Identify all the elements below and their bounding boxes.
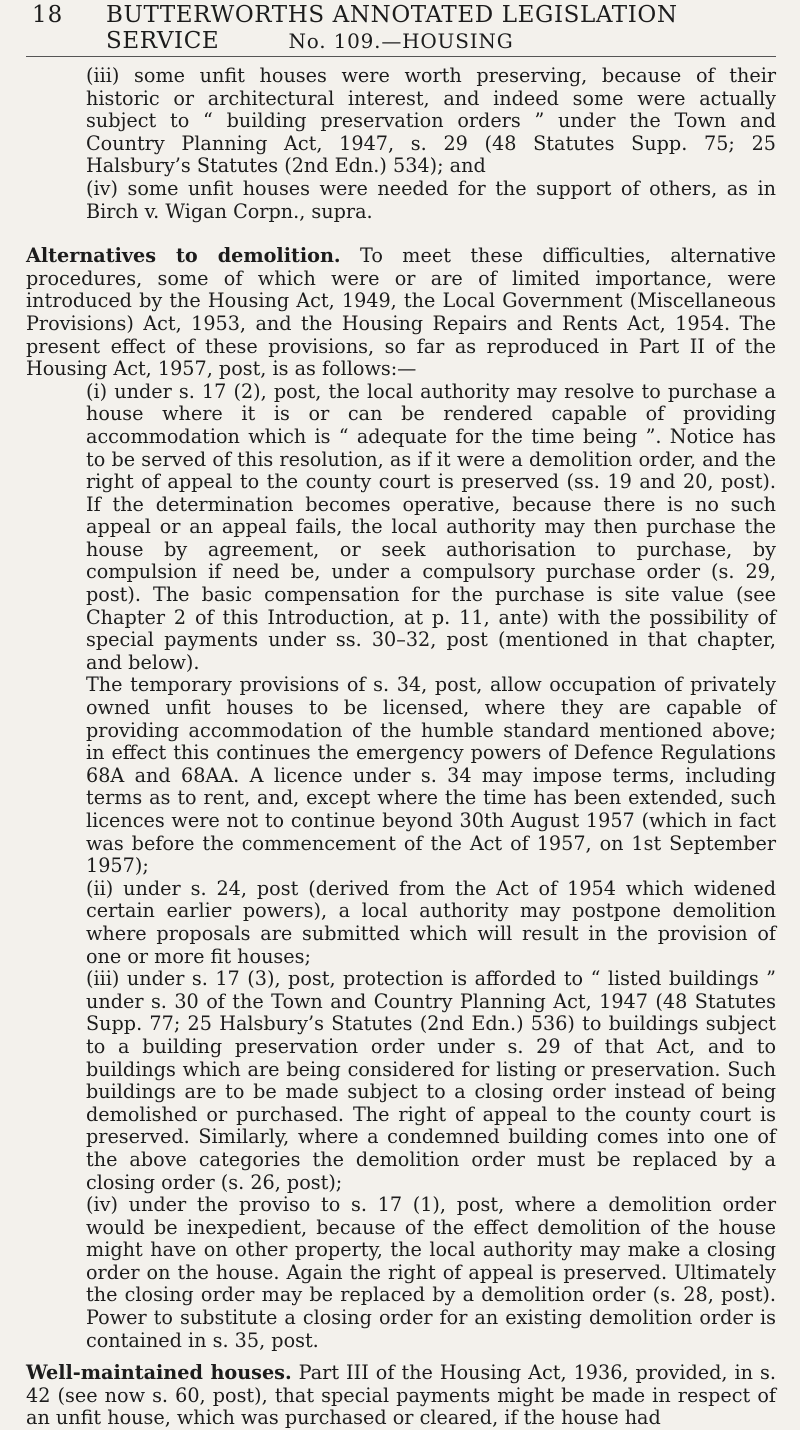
section-well-maintained: [26, 1362, 776, 1430]
section-alternatives: [26, 245, 776, 381]
volume-title: No. 109.—HOUSING: [288, 29, 514, 53]
paragraph-text: To meet these difficulties, alternative procedures, some of which were or are of limited importance, were introduced by the Housing Act, 1949, the Local Government (Miscellaneous Provisions) Act, 1953, and the Housing Repairs and Rents Act, 1954. The present effect of these provisions, so far as reproduced in Part II of the Housing Act, 1957, post, is as follows:—: [26, 244, 776, 381]
section-heading: Alternatives to demolition.: [26, 244, 341, 268]
paragraph-text: Part III of the Housing Act, 1936, provided, in s. 42 (see now s. 60, post), that special payments might be made in respect of an unfit house, which was purchased or cleared, if the house had: [26, 1361, 776, 1430]
list-item: (i) under s. 17 (2), post, the local authority may resolve to purchase a house where it is or can be rendered capable of providing accommodation which is “ adequate for the time being ”. Notice has to be served of this resolution, as if it were a demolition order, and the right of appeal to the county court is preserved (ss. 19 and 20, post). If the determination becomes operative, because there is no such appeal or an appeal fails, the local authority may then purchase the house by agreement, or seek authorisation to purchase, by compulsion if need be, under a compulsory purchase order (s. 29, post). The basic compensation for the purchase is site value (see Chapter 2 of this Introduction, at p. 11, ante) with the possibility of special payments under ss. 30–32, post (mentioned in that chapter, and below).: [86, 379, 776, 674]
list-item: (iv) under the proviso to s. 17 (1), post, where a demolition order would be inexpedient, because of the effect demolition of the house might have on other property, the local authority may make a closing order on the house. Again the right of appeal is preserved. Ultimately the closing order may be replaced by a demolition order (s. 28, post). Power to substitute a closing order for an existing demolition order is contained in s. 35, post.: [86, 1193, 776, 1352]
list-item: (ii) under s. 24, post (derived from the Act of 1954 which widened certain earlier powers), a local authority may postpone demolition where proposals are submitted which will result in the provision of one or more fit houses;: [86, 876, 776, 968]
series-title: BUTTERWORTHS ANNOTATED LEGISLATION SERVICE: [106, 2, 678, 54]
body-text: [26, 65, 776, 1430]
running-header: [26, 2, 776, 56]
list-item: (iii) some unfit houses were worth preserving, because of their historic or architectural interest, and indeed some were actually subject to “ building preservation orders ” under the Town and Country Planning Act, 1947, s. 29 (48 Statutes Supp. 75; 25 Halsbury’s Statutes (2nd Edn.) 534); and: [86, 64, 776, 178]
list-item: (iv) some unfit houses were needed for the support of others, as in Birch v. Wigan Corpn., supra.: [86, 176, 776, 223]
header-rule: [26, 56, 776, 57]
paragraph: The temporary provisions of s. 34, post, allow occupation of privately owned unfit houses to be licensed, where they are capable of providing accommodation of the humble standard mentioned above; in effect this continues the emergency powers of Defence Regulations 68A and 68AA. A licence under s. 34 may impose terms, including terms as to rent, and, except where the time has been extended, such licences were not to continue beyond 30th August 1957 (which in fact was before the commencement of the Act of 1957, on 1st September 1957);: [86, 673, 776, 878]
section-heading: Well-maintained houses.: [26, 1361, 292, 1385]
list-item: (iii) under s. 17 (3), post, protection is afforded to “ listed buildings ” under s. 30 of the Town and Country Planning Act, 1947 (48 Statutes Supp. 77; 25 Halsbury’s Statutes (2nd Edn.) 536) to buildings subject to a building preservation order under s. 29 of that Act, and to buildings which are being considered for listing or preservation. Such buildings are to be made subject to a closing order instead of being demolished or purchased. The right of appeal to the county court is preserved. Similarly, where a condemned building comes into one of the above categories the demolition order must be replaced by a closing order (s. 26, post);: [86, 967, 776, 1194]
page-number: 18: [32, 2, 64, 28]
